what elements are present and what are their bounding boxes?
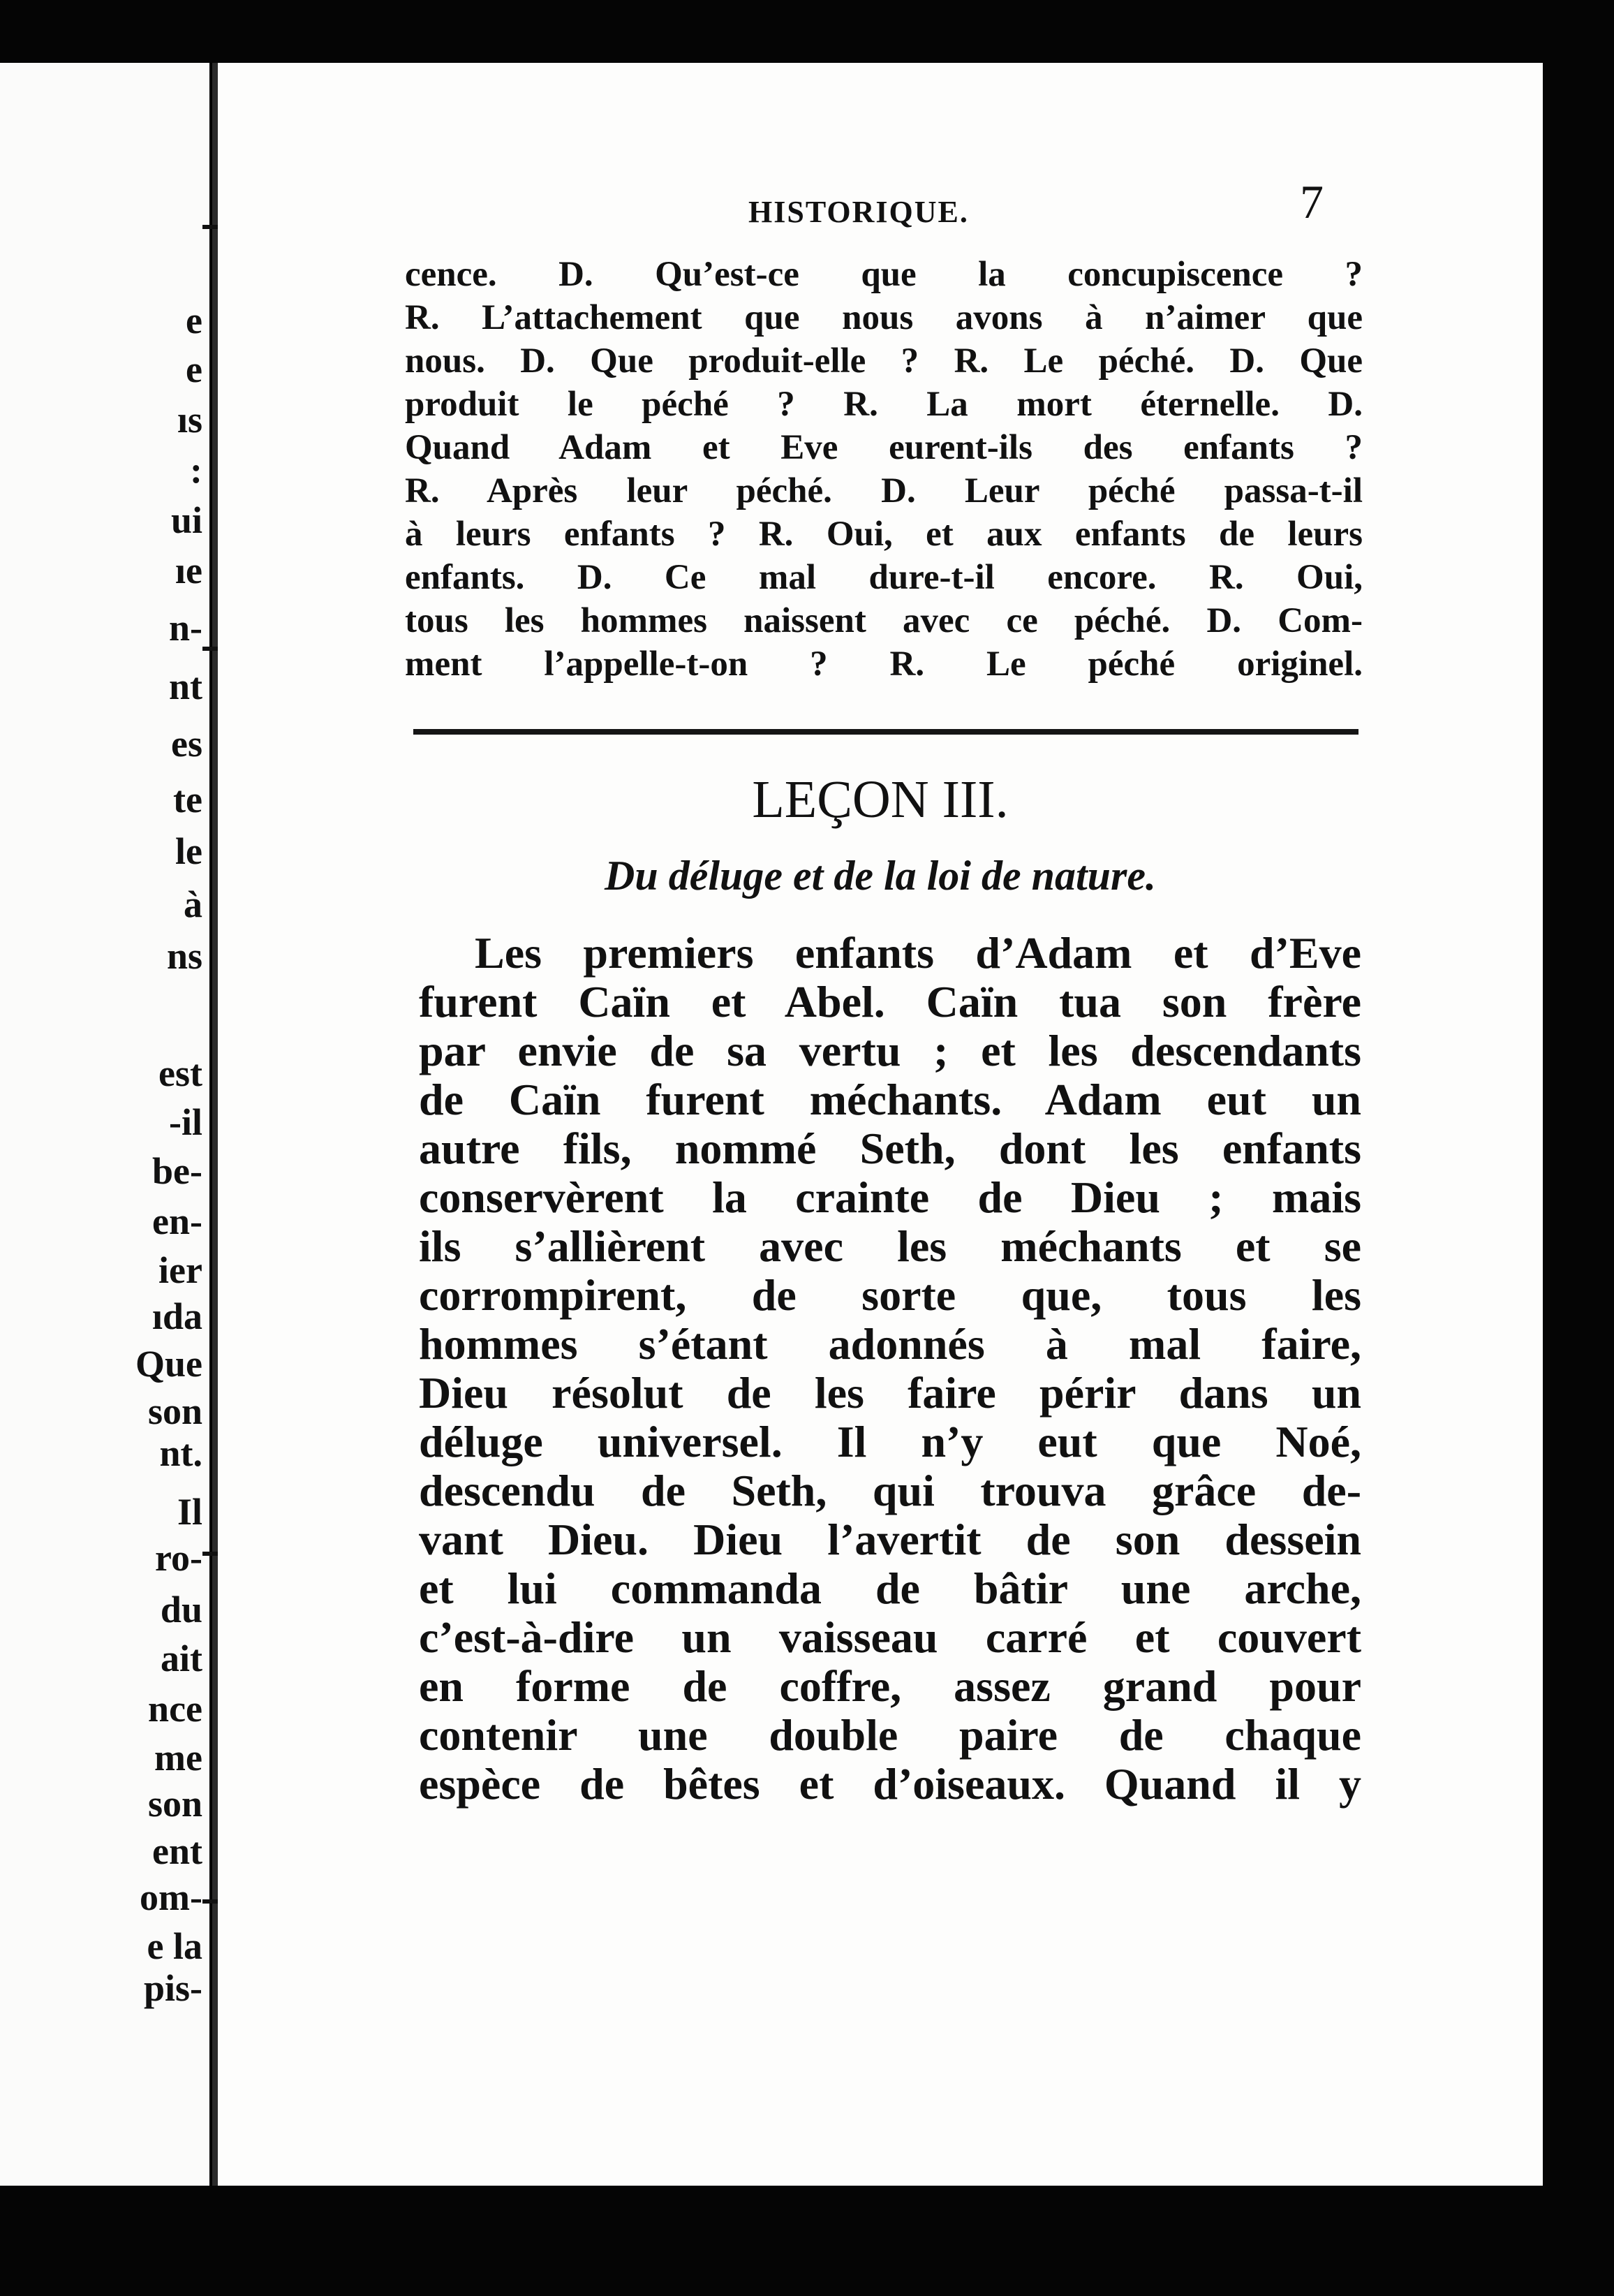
- left-page-fragment: es: [171, 723, 202, 765]
- left-facing-page: [0, 63, 209, 2186]
- left-page-fragment: te: [173, 779, 202, 820]
- text-line: R. Après leur péché. D. Leur péché passa-t-il: [405, 471, 1363, 510]
- text-line: corrompirent, de sorte que, tous les: [419, 1270, 1361, 1320]
- text-line: Dieu résolut de les faire périr dans un: [419, 1368, 1361, 1418]
- left-page-fragment: e: [186, 300, 202, 341]
- left-page-fragment: le: [175, 830, 202, 872]
- left-page-fragment: me: [154, 1737, 202, 1779]
- text-line: R. L’attachement que nous avons à n’aimer que: [405, 298, 1363, 337]
- left-page-fragment: :: [190, 449, 202, 491]
- text-line: contenir une double paire de chaque: [419, 1710, 1361, 1760]
- lesson-body: [419, 929, 1361, 1809]
- text-line: conservèrent la crainte de Dieu ; mais: [419, 1172, 1361, 1222]
- left-page-fragment: ıs: [177, 399, 202, 441]
- scan-border-right: [1543, 0, 1614, 2296]
- left-page-fragment: ıe: [175, 550, 202, 591]
- left-page-fragment: n-: [168, 607, 202, 649]
- left-page-fragment: e: [186, 348, 202, 390]
- left-page-fragment: ns: [166, 935, 202, 977]
- text-line: à leurs enfants ? R. Oui, et aux enfants de leurs: [405, 515, 1363, 554]
- left-page-fragment: est: [158, 1052, 202, 1094]
- text-line: espèce de bêtes et d’oiseaux. Quand il y: [419, 1759, 1361, 1809]
- text-line: ils s’allièrent avec les méchants et se: [419, 1221, 1361, 1271]
- left-page-fragment: son: [147, 1783, 202, 1825]
- catechism-paragraph: [405, 253, 1363, 686]
- text-line: c’est-à-dire un vaisseau carré et couvert: [419, 1612, 1361, 1662]
- text-line: de Caïn furent méchants. Adam eut un: [419, 1075, 1361, 1124]
- left-page-fragment: ıda: [151, 1295, 202, 1337]
- text-line: déluge universel. Il n’y eut que Noé,: [419, 1417, 1361, 1466]
- text-line: et lui commanda de bâtir une arche,: [419, 1563, 1361, 1613]
- text-line: produit le péché ? R. La mort éternelle. D.: [405, 385, 1363, 424]
- lesson-title: LEÇON III.: [752, 770, 1009, 829]
- scan-border-bottom: [0, 2186, 1614, 2296]
- left-page-fragment: e la: [147, 1925, 202, 1967]
- text-line: vant Dieu. Dieu l’avertit de son dessein: [419, 1515, 1361, 1564]
- text-line: autre fils, nommé Seth, dont les enfants: [419, 1124, 1361, 1173]
- text-line: cence. D. Qu’est-ce que la concupiscence ?: [405, 255, 1363, 294]
- left-page-fragment: du: [160, 1589, 202, 1631]
- left-page-fragment: pis-: [143, 1967, 202, 2009]
- page-number: 7: [1300, 175, 1324, 228]
- text-line: Quand Adam et Eve eurent-ils des enfants ?: [405, 428, 1363, 467]
- text-line: hommes s’étant adonnés à mal faire,: [419, 1319, 1361, 1369]
- left-page-fragment: om-: [140, 1876, 202, 1918]
- text-line: ment l’appelle-t-on ? R. Le péché originel.: [405, 645, 1363, 684]
- page-gutter: [212, 63, 218, 2186]
- lesson-subtitle: Du déluge et de la loi de nature.: [605, 853, 1156, 899]
- scan-border-top: [0, 0, 1614, 63]
- text-line: par envie de sa vertu ; et les descendants: [419, 1026, 1361, 1075]
- left-page-fragment: nt: [168, 665, 202, 707]
- running-head: HISTORIQUE.: [748, 195, 969, 229]
- text-line: enfants. D. Ce mal dure-t-il encore. R. Oui,: [405, 558, 1363, 597]
- text-line: furent Caïn et Abel. Caïn tua son frère: [419, 977, 1361, 1026]
- left-page-fragment: ent: [152, 1830, 202, 1872]
- left-page-fragment: nce: [148, 1688, 202, 1730]
- text-line: nous. D. Que produit-elle ? R. Le péché. D. Que: [405, 341, 1363, 381]
- left-page-fragment: ait: [161, 1638, 202, 1679]
- left-page-fragment: à: [184, 883, 202, 925]
- left-page-fragment: son: [147, 1390, 202, 1432]
- text-line: en forme de coffre, assez grand pour: [419, 1661, 1361, 1711]
- book-page: [218, 63, 1543, 2186]
- left-page-fragment: -il: [169, 1101, 202, 1143]
- left-page-fragment: ier: [158, 1249, 202, 1291]
- left-page-fragment: ro-: [155, 1537, 202, 1579]
- text-line: tous les hommes naissent avec ce péché. D. Com-: [405, 601, 1363, 640]
- text-line: Les premiers enfants d’Adam et d’Eve: [475, 928, 1361, 978]
- left-page-fragment: be-: [152, 1150, 202, 1192]
- left-page-fragment: ui: [170, 499, 202, 541]
- left-page-fragment: en-: [152, 1200, 202, 1242]
- text-line: descendu de Seth, qui trouva grâce de-: [419, 1466, 1361, 1515]
- section-divider: [413, 729, 1358, 735]
- left-page-fragment: Il: [177, 1491, 202, 1533]
- left-page-fragment: Que: [135, 1343, 202, 1385]
- left-page-fragment: nt.: [159, 1432, 202, 1474]
